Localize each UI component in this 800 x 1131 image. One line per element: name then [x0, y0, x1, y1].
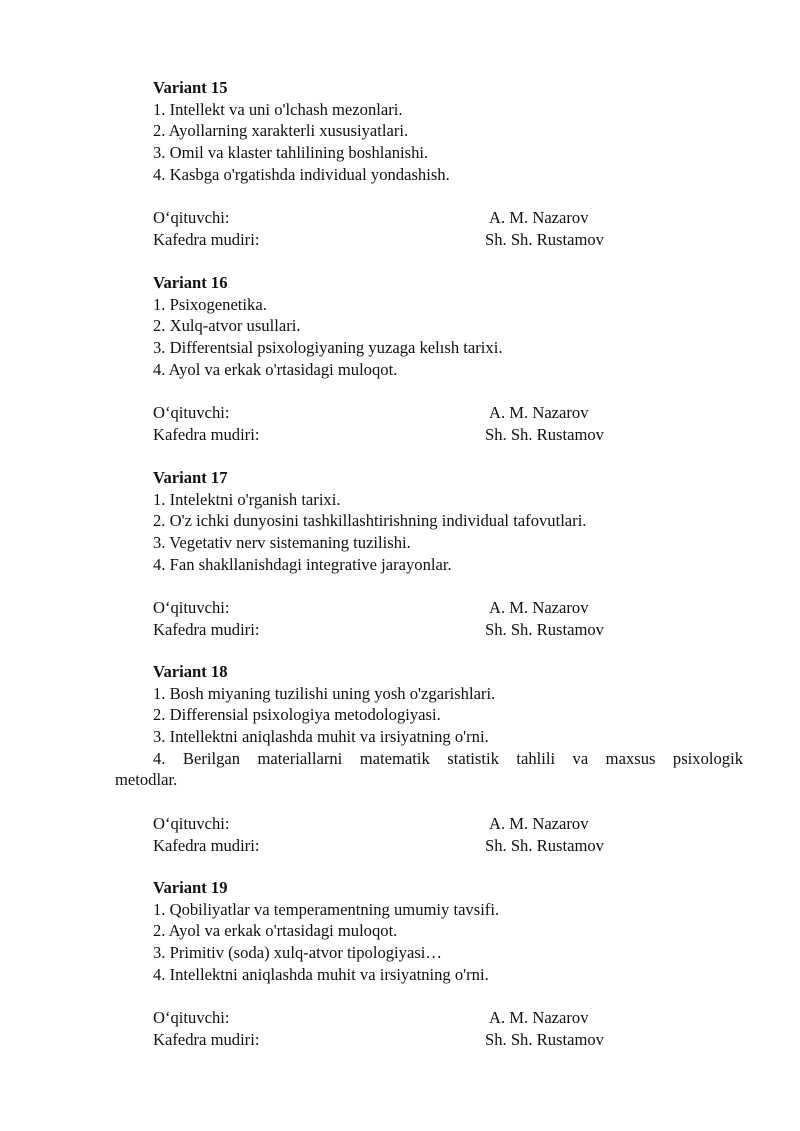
head-label: Kafedra mudiri: — [153, 424, 260, 444]
teacher-label: O‘qituvchi: — [153, 813, 230, 833]
teacher-label: O‘qituvchi: — [153, 403, 230, 423]
head-signature-line — [115, 619, 743, 641]
teacher-signature-line — [115, 813, 743, 835]
head-signature-line — [115, 1029, 743, 1051]
teacher-name: A. M. Nazarov — [489, 403, 589, 423]
head-signature-line — [115, 424, 743, 446]
teacher-name: A. M. Nazarov — [489, 1008, 589, 1028]
variant-title: Variant 18 — [153, 662, 228, 681]
head-name: Sh. Sh. Rustamov — [485, 619, 604, 639]
head-label: Kafedra mudiri: — [153, 1029, 260, 1049]
question-item: 3. Vegetativ nerv sistemaning tuzilishi. — [153, 533, 411, 553]
variant-title: Variant 16 — [153, 273, 228, 292]
question-item-wrapped: 4. Berilgan materiallarni matematik statistik tahlili va maxsus psixologik — [153, 748, 743, 768]
teacher-label: O‘qituvchi: — [153, 1008, 230, 1028]
question-item: 1. Intellekt va uni o'lchash mezonlari. — [153, 99, 403, 119]
teacher-signature-line — [115, 1007, 743, 1029]
question-item: 1. Intelektni o'rganish tarixi. — [153, 489, 341, 509]
question-item: 2. Ayol va erkak o'rtasidagi muloqot. — [153, 921, 398, 941]
teacher-label: O‘qituvchi: — [153, 598, 230, 618]
head-signature-line — [115, 835, 743, 857]
variant-15 — [115, 77, 743, 251]
question-item: 4. Kasbga o'rgatishda individual yondashish. — [153, 164, 450, 184]
head-name: Sh. Sh. Rustamov — [485, 1029, 604, 1049]
variant-18 — [115, 661, 743, 856]
question-item: 1. Qobiliyatlar va temperamentning umumiy tavsifi. — [153, 899, 500, 919]
question-item: 1. Psixogenetika. — [153, 294, 267, 314]
question-item: 2. Ayollarning xarakterli xususiyatlari. — [153, 121, 409, 141]
teacher-name: A. M. Nazarov — [489, 813, 589, 833]
head-name: Sh. Sh. Rustamov — [485, 424, 604, 444]
head-label: Kafedra mudiri: — [153, 619, 260, 639]
head-label: Kafedra mudiri: — [153, 835, 260, 855]
variant-title: Variant 19 — [153, 878, 228, 897]
head-label: Kafedra mudiri: — [153, 229, 260, 249]
question-item: 1. Bosh miyaning tuzilishi uning yosh o'zgarishlari. — [153, 683, 496, 703]
teacher-name: A. M. Nazarov — [489, 598, 589, 618]
question-item: 3. Differentsial psixologiyaning yuzaga kelısh tarixi. — [153, 338, 503, 358]
question-item: 2. O'z ichki dunyosini tashkillashtirishning individual tafovutlari. — [153, 511, 587, 531]
teacher-name: A. M. Nazarov — [489, 208, 589, 228]
question-item: 4. Ayol va erkak o'rtasidagi muloqot. — [153, 359, 398, 379]
variant-16 — [115, 272, 743, 446]
question-item: 2. Differensial psixologiya metodologiyasi. — [153, 705, 441, 725]
variant-19 — [115, 877, 743, 1051]
head-name: Sh. Sh. Rustamov — [485, 229, 604, 249]
head-name: Sh. Sh. Rustamov — [485, 835, 604, 855]
teacher-label: O‘qituvchi: — [153, 208, 230, 228]
variant-17 — [115, 467, 743, 641]
question-item-continuation: metodlar. — [115, 770, 178, 790]
question-item: 3. Intellektni aniqlashda muhit va irsiyatning o'rni. — [153, 727, 489, 747]
question-item: 2. Xulq-atvor usullari. — [153, 316, 301, 336]
head-signature-line — [115, 229, 743, 251]
question-item: 4. Intellektni aniqlashda muhit va irsiyatning o'rni. — [153, 964, 489, 984]
teacher-signature-line — [115, 597, 743, 619]
variant-title: Variant 15 — [153, 78, 228, 97]
variant-title: Variant 17 — [153, 468, 228, 487]
question-item: 3. Primitiv (soda) xulq-atvor tipologiyasi… — [153, 943, 442, 963]
teacher-signature-line — [115, 207, 743, 229]
teacher-signature-line — [115, 402, 743, 424]
question-item: 4. Fan shakllanishdagi integrative jarayonlar. — [153, 554, 452, 574]
question-item: 3. Omil va klaster tahlilining boshlanishi. — [153, 143, 429, 163]
